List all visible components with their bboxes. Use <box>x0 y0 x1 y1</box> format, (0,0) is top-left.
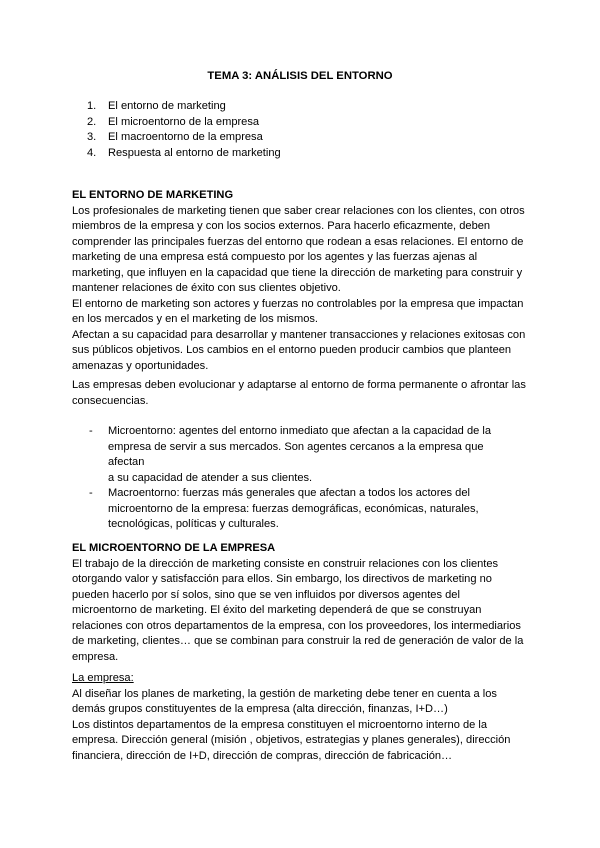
text-line: empresa. <box>72 650 119 663</box>
text-line: Los distintos departamentos de la empresa constituyen el microentorno interno de la <box>72 718 488 731</box>
text-line: miembros de la empresa y con los socios externos. Para hacerlo eficazmente, deben <box>72 220 491 232</box>
text-line: amenazas y oportunidades. <box>72 359 209 372</box>
section-heading: EL MICROENTORNO DE LA EMPRESA <box>72 542 276 554</box>
text-line: otorgando valor y satisfacción para ellos. Sin embargo, los directivos de marketing no <box>72 573 492 585</box>
bullet-line: tecnológicas, políticas y culturales. <box>108 518 279 530</box>
text-line: El trabajo de la dirección de marketing consiste en construir relaciones con los clientes <box>72 557 499 570</box>
bullet-item <box>89 424 509 486</box>
toc-label: Respuesta al entorno de marketing <box>108 146 281 159</box>
bullet-item <box>89 486 509 533</box>
text-line: financiera, dirección de I+D, dirección de compras, dirección de fabricación… <box>72 749 453 762</box>
document-title: TEMA 3: ANÁLISIS DEL ENTORNO <box>207 70 393 82</box>
text-line: de marketing, clientes… que se combinan para construir la red de generación de valor de la <box>72 635 524 647</box>
toc-label: El microentorno de la empresa <box>108 115 260 128</box>
text-line: sus públicos objetivos. Los cambios en el entorno pueden producir cambios que planteen <box>72 344 512 356</box>
toc-item <box>87 115 281 131</box>
text-line: pueden hacerlo por sí solos, sino que se ven influidos por diversos agentes del <box>72 588 460 601</box>
bullet-line: microentorno de la empresa: fuerzas demográficas, económicas, naturales, <box>108 502 479 515</box>
text-line: relaciones con otros departamentos de la empresa, con los proveedores, los intermediarios <box>72 619 521 632</box>
section-microentorno <box>72 541 534 665</box>
section-entorno <box>72 188 534 374</box>
toc-number: 4. <box>87 146 97 159</box>
paragraph-evolucionar <box>72 378 534 409</box>
text-line: consecuencias. <box>72 394 149 407</box>
text-line: comprender las principales fuerzas del entorno que rodean a esas relaciones. El entorno de <box>72 235 524 248</box>
subsection-heading: La empresa: <box>72 672 134 684</box>
text-line: marketing, que influyen en la capacidad que tiene la dirección de marketing para construir y <box>72 266 523 279</box>
toc-number: 1. <box>87 100 97 112</box>
text-line: Al diseñar los planes de marketing, la gestión de marketing debe tener en cuenta a los <box>72 687 497 700</box>
bullet-line: Macroentorno: fuerzas más generales que afectan a todos los actores del <box>108 487 470 499</box>
text-line: mantener relaciones de éxito con sus clientes objetivo. <box>72 282 341 294</box>
toc-number: 3. <box>87 131 97 144</box>
text-line: demás grupos constituyentes de la empresa (alta dirección, finanzas, I+D…) <box>72 703 448 715</box>
text-line: Las empresas deben evolucionar y adaptarse al entorno de forma permanente o afrontar las <box>72 379 526 391</box>
table-of-contents <box>87 99 281 161</box>
text-line: Afectan a su capacidad para desarrollar y mantener transacciones y relaciones exitosas con <box>72 328 526 341</box>
toc-item <box>87 130 281 146</box>
bullet-dash: - <box>89 487 93 499</box>
text-line: Los profesionales de marketing tienen que saber crear relaciones con los clientes, con otros <box>72 204 525 217</box>
text-line: en los mercados y en el marketing de los mismos. <box>72 313 319 325</box>
bullet-dash: - <box>89 425 93 437</box>
bullet-list <box>89 424 509 533</box>
text-line: marketing de una empresa está compuesto por los agentes y las fuerzas ajenas al <box>72 251 478 263</box>
text-line: empresa. Dirección general (misión , objetivos, estrategias y planes generales), dirección <box>72 734 511 746</box>
toc-label: El entorno de marketing <box>108 100 226 112</box>
toc-label: El macroentorno de la empresa <box>108 131 263 144</box>
bullet-line: Microentorno: agentes del entorno inmediato que afectan a la capacidad de la <box>108 425 491 437</box>
text-line: El entorno de marketing son actores y fuerzas no controlables por la empresa que impactan <box>72 297 524 310</box>
subsection-la-empresa <box>72 671 534 764</box>
section-heading: EL ENTORNO DE MARKETING <box>72 189 234 201</box>
toc-number: 2. <box>87 115 97 128</box>
bullet-line: a su capacidad de atender a sus clientes. <box>108 471 313 484</box>
toc-item <box>87 99 281 115</box>
toc-item <box>87 146 281 162</box>
bullet-line: empresa de servir a sus mercados. Son agentes cercanos a la empresa que afectan <box>108 440 484 468</box>
text-line: microentorno de marketing. El éxito del marketing dependerá de que se construyan <box>72 604 482 616</box>
